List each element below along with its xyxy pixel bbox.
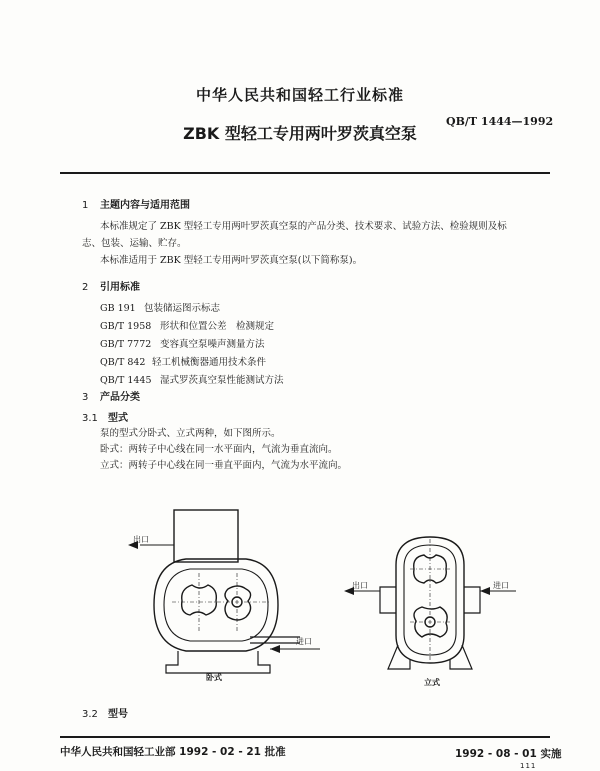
subsection-title: 型式 xyxy=(108,413,128,424)
footer-rule xyxy=(60,736,550,738)
document-title: ZBK 型轻工专用两叶罗茨真空泵 xyxy=(183,124,417,143)
reference-item xyxy=(100,372,284,386)
section-number: 1 xyxy=(82,200,89,211)
outlet-flange-box xyxy=(174,510,238,562)
reference-name: 轻工机械衡器通用技术条件 xyxy=(152,357,267,368)
reference-item xyxy=(100,354,266,368)
section-title: 主题内容与适用范围 xyxy=(100,200,190,211)
outlet-port xyxy=(380,587,396,613)
vertical-outlet-label: 出口 xyxy=(352,581,368,590)
section-2-heading xyxy=(82,278,140,293)
reference-name: 变容真空泵噪声测量方法 xyxy=(160,339,265,350)
subsection-number: 3.2 xyxy=(82,709,98,720)
issuing-organization: 中华人民共和国轻工行业标准 xyxy=(195,86,404,104)
reference-name: 形状和位置公差 检测规定 xyxy=(160,321,275,332)
reference-name: 湿式罗茨真空泵性能测试方法 xyxy=(160,375,284,386)
subsection-title: 型号 xyxy=(108,709,128,720)
pump-base xyxy=(166,651,270,673)
vertical-figure-caption: 立式 xyxy=(424,678,440,687)
section-1-para-2: 本标准适用于 ZBK 型轻工专用两叶罗茨真空泵(以下简称泵)。 xyxy=(100,255,363,266)
section-1-para-1-line-1: 本标准规定了 ZBK 型轻工专用两叶罗茨真空泵的产品分类、技术要求、试验方法、检验规则及标 xyxy=(100,221,507,232)
inlet-arrow-icon xyxy=(480,587,490,595)
section-number: 2 xyxy=(82,282,89,293)
subsection-3-2-heading xyxy=(82,705,128,720)
inlet-port xyxy=(464,587,480,613)
section-number: 3 xyxy=(82,392,89,403)
section-3-heading xyxy=(82,388,140,403)
reference-code: QB/T 842 xyxy=(100,357,146,368)
reference-item xyxy=(100,300,220,314)
subsection-number: 3.1 xyxy=(82,413,98,424)
reference-name: 包装储运图示标志 xyxy=(144,303,221,314)
vertical-inlet-label: 进口 xyxy=(493,581,509,590)
section-title: 引用标准 xyxy=(100,282,140,293)
section-title: 产品分类 xyxy=(100,392,140,403)
horizontal-outlet-label: 出口 xyxy=(133,535,149,544)
reference-item xyxy=(100,336,265,350)
section-1-para-1-line-2: 志、包装、运输、贮存。 xyxy=(82,238,187,249)
subsection-3-1-line-1: 泵的型式分卧式、立式两种，如下图所示。 xyxy=(100,428,281,439)
subsection-3-1-line-2: 卧式：两转子中心线在同一水平面内，气流为垂直流向。 xyxy=(100,444,338,455)
vertical-pump-figure xyxy=(340,525,530,675)
rotor-lobe-right xyxy=(225,586,251,620)
section-1-heading xyxy=(82,196,190,211)
subsection-3-1-heading xyxy=(82,409,128,424)
page-number: 111 xyxy=(520,762,537,770)
inlet-arrow-icon xyxy=(270,645,280,653)
horizontal-pump-figure xyxy=(120,505,335,685)
reference-code: GB/T 7772 xyxy=(100,339,152,350)
implementation-date: 1992 - 08 - 01 实施 xyxy=(455,748,562,760)
horizontal-figure-caption: 卧式 xyxy=(206,673,222,682)
approval-info: 中华人民共和国轻工业部 1992 - 02 - 21 批准 xyxy=(60,746,286,758)
header-rule xyxy=(60,172,550,174)
standard-number: QB/T 1444—1992 xyxy=(446,115,554,128)
horizontal-inlet-label: 进口 xyxy=(296,637,312,646)
reference-item xyxy=(100,318,274,332)
subsection-3-1-line-3: 立式：两转子中心线在同一垂直平面内，气流为水平流向。 xyxy=(100,460,348,471)
reference-code: QB/T 1445 xyxy=(100,375,152,386)
reference-code: GB 191 xyxy=(100,303,136,314)
reference-code: GB/T 1958 xyxy=(100,321,152,332)
